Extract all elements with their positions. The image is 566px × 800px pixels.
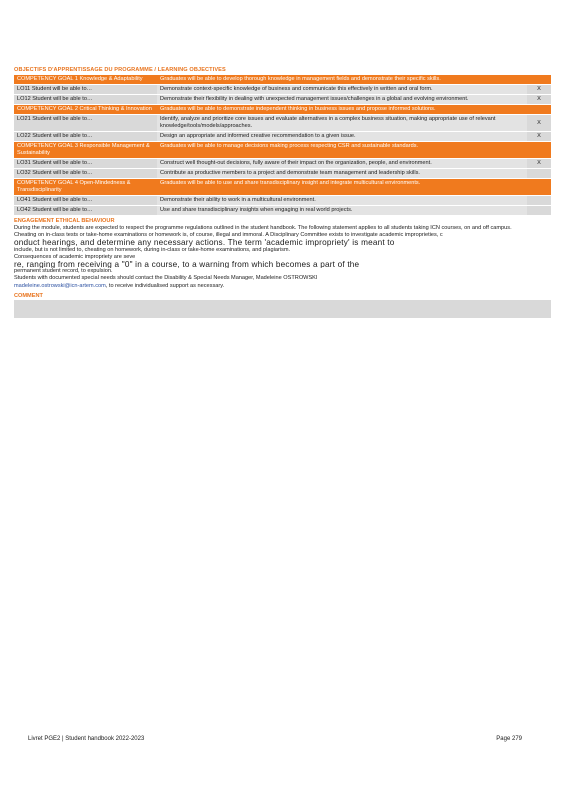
row-label: LO21 Student will be able to… (14, 115, 157, 132)
row-mark: X (527, 159, 551, 169)
footer-page-number: Page 279 (496, 736, 522, 742)
row-label: COMPETENCY GOAL 1 Knowledge & Adaptability (14, 75, 157, 85)
learning-objective-row (14, 206, 551, 216)
row-mark (527, 142, 551, 159)
row-description: Demonstrate their flexibility in dealing with unexpected management issues/challenges in a global and evolving environment. (157, 95, 527, 105)
row-mark (527, 179, 551, 196)
row-description: Graduates will be able to use and share transdisciplinary insight and integrate multicultural environments. (157, 179, 527, 196)
engagement-line: onduct hearings, and determine any necessary actions. The term 'academic impropriety' is meant to (14, 239, 395, 247)
row-label: LO31 Student will be able to… (14, 159, 157, 169)
row-label: LO22 Student will be able to… (14, 132, 157, 142)
engagement-line: re, ranging from receiving a "0" in a course, to a warning from which becomes a part of the (14, 261, 360, 269)
competency-goal-row (14, 142, 551, 159)
row-label: COMPETENCY GOAL 3 Responsible Management & Sustainability (14, 142, 157, 159)
learning-objective-row (14, 132, 551, 142)
row-description: Graduates will be able to develop thorough knowledge in management fields and demonstrate their specific skills. (157, 75, 527, 85)
engagement-text (14, 225, 551, 283)
row-mark (527, 169, 551, 179)
row-label: COMPETENCY GOAL 2 Critical Thinking & Innovation (14, 105, 157, 115)
row-description: Contribute as productive members to a project and demonstrate team management and leadership skills. (157, 169, 527, 179)
engagement-line: During the module, students are expected to respect the programme regulations outlined in the student handbook. The following statement applies to all students taking ICN courses, on and off campus. (14, 225, 512, 231)
competency-goal-row (14, 105, 551, 115)
learning-objective-row (14, 85, 551, 95)
row-mark: X (527, 132, 551, 142)
row-mark: X (527, 85, 551, 95)
learning-objective-row (14, 115, 551, 132)
row-mark (527, 105, 551, 115)
contact-rest: , to receive individualised support as necessary. (105, 282, 225, 289)
row-label: COMPETENCY GOAL 4 Open-Mindedness & Transdisciplinarity (14, 179, 157, 196)
footer-handbook: Livret PGE2 | Student handbook 2022-2023 (28, 736, 145, 742)
row-label: LO12 Student will be able to… (14, 95, 157, 105)
comment-title: COMMENT (14, 292, 43, 299)
contact-email-link[interactable]: madeleine.ostrowski@icn-artem.com (14, 282, 106, 289)
section-title: OBJECTIFS D'APPRENTISSAGE DU PROGRAMME / LEARNING OBJECTIVES (14, 67, 226, 73)
row-label: LO42 Student will be able to… (14, 206, 157, 216)
row-mark (527, 75, 551, 85)
engagement-title: ENGAGEMENT ETHICAL BEHAVIOUR (14, 218, 115, 224)
competency-goal-row (14, 75, 551, 85)
row-description: Graduates will be able to demonstrate independent thinking in business issues and propose informed solutions. (157, 105, 527, 115)
engagement-line: include, but is not limited to, cheating on homework, during in-class or take-home examinations, and plagiarism. (14, 246, 291, 253)
row-label: LO41 Student will be able to… (14, 196, 157, 206)
engagement-line: Consequences of academic impropriety are seve (14, 253, 136, 260)
learning-objectives-table (14, 75, 551, 216)
row-description: Demonstrate context-specific knowledge of business and communicate this effectively in written and oral form. (157, 85, 527, 95)
learning-objective-row (14, 196, 551, 206)
row-mark: X (527, 95, 551, 105)
engagement-line: Cheating on in-class tests or take-home examinations or homework is, of course, illegal and immoral. A Disciplinary Committee exists to investigate academic improprieties, c (14, 232, 443, 239)
row-description: Use and share transdisciplinary insights when engaging in real world projects. (157, 206, 527, 216)
row-label: LO11 Student will be able to… (14, 85, 157, 95)
row-mark (527, 206, 551, 216)
row-description: Identify, analyze and prioritize core issues and evaluate alternatives in a complex business situation, making appropriate use of relevant knowledge/tools/models/approaches. (157, 115, 527, 132)
row-mark (527, 196, 551, 206)
engagement-line: Students with documented special needs should contact the Disability & Special Needs Manager, Madeleine OSTROWSKI (14, 275, 318, 282)
row-description: Graduates will be able to manage decisions making process respecting CSR and sustainable standards. (157, 142, 527, 159)
row-description: Design an appropriate and informed creative recommendation to a given issue. (157, 132, 527, 142)
learning-objective-row (14, 169, 551, 179)
contact-line (14, 283, 551, 290)
row-description: Construct well thought-out decisions, fully aware of their impact on the organization, people, and environment. (157, 159, 527, 169)
engagement-line: permanent student record, to expulsion. (14, 268, 113, 275)
competency-goal-row (14, 179, 551, 196)
row-label: LO32 Student will be able to… (14, 169, 157, 179)
row-mark: X (527, 115, 551, 132)
learning-objective-row (14, 159, 551, 169)
document-page (14, 66, 551, 318)
comment-box (14, 300, 551, 318)
row-description: Demonstrate their ability to work in a multicultural environment. (157, 196, 527, 206)
learning-objective-row (14, 95, 551, 105)
